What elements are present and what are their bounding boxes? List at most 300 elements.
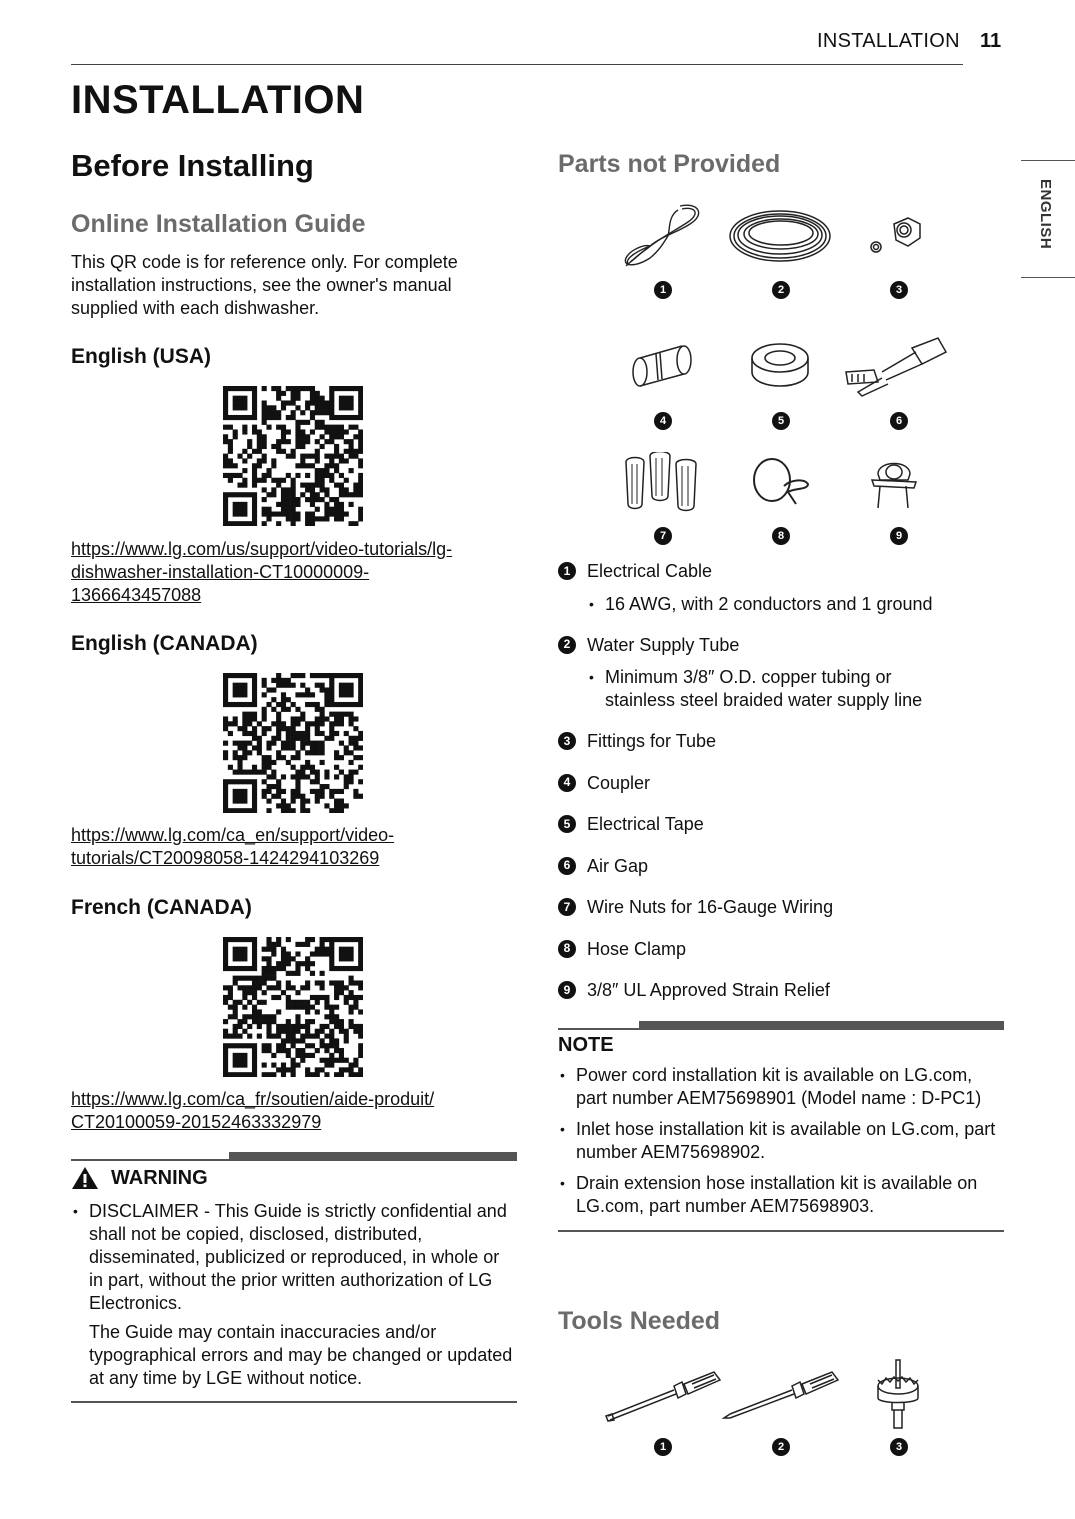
qr-module bbox=[271, 386, 276, 391]
qr-module bbox=[310, 750, 315, 755]
qr-module bbox=[242, 502, 247, 507]
qr-module bbox=[242, 405, 247, 410]
qr-module bbox=[324, 784, 329, 789]
qr-module bbox=[286, 971, 291, 976]
qr-module bbox=[329, 731, 334, 736]
qr-module bbox=[223, 386, 228, 391]
qr-module bbox=[252, 391, 257, 396]
qr-module bbox=[315, 995, 320, 1000]
qr-module bbox=[300, 799, 305, 804]
qr-module bbox=[300, 985, 305, 990]
qr-module bbox=[228, 1072, 233, 1077]
qr-module bbox=[315, 478, 320, 483]
qr-module bbox=[233, 396, 238, 401]
qr-module bbox=[349, 966, 354, 971]
part-badge-7: 7 bbox=[654, 527, 672, 545]
qr-module bbox=[305, 966, 310, 971]
qr-module bbox=[353, 386, 358, 391]
qr-module bbox=[358, 779, 363, 784]
qr-module bbox=[353, 454, 358, 459]
qr-module bbox=[262, 678, 267, 683]
part-name: Wire Nuts for 16-Gauge Wiring bbox=[587, 897, 834, 917]
qr-module bbox=[324, 1005, 329, 1010]
qr-module bbox=[310, 937, 315, 942]
qr-module bbox=[339, 434, 344, 439]
qr-module bbox=[233, 741, 238, 746]
qr-module bbox=[320, 937, 325, 942]
qr-module bbox=[305, 439, 310, 444]
qr-module bbox=[349, 1067, 354, 1072]
qr-module bbox=[233, 789, 238, 794]
qr-module bbox=[252, 712, 257, 717]
qr-module bbox=[320, 750, 325, 755]
qr-module bbox=[339, 516, 344, 521]
qr-module bbox=[266, 468, 271, 473]
qr-module bbox=[237, 1058, 242, 1063]
qr-module bbox=[228, 779, 233, 784]
qr-module bbox=[324, 473, 329, 478]
qr-module bbox=[262, 454, 267, 459]
qr-module bbox=[305, 463, 310, 468]
qr-module bbox=[262, 726, 267, 731]
qr-module bbox=[315, 1034, 320, 1039]
qr-module bbox=[242, 386, 247, 391]
qr-module bbox=[257, 458, 262, 463]
qr-module bbox=[291, 1043, 296, 1048]
qr-module bbox=[242, 731, 247, 736]
part-badge-8: 8 bbox=[772, 527, 790, 545]
qr-module bbox=[329, 947, 334, 952]
qr-module bbox=[257, 736, 262, 741]
qr-module bbox=[310, 702, 315, 707]
qr-module bbox=[349, 673, 354, 678]
qr-module bbox=[349, 980, 354, 985]
qr-module bbox=[310, 961, 315, 966]
qr-module bbox=[305, 736, 310, 741]
qr-module bbox=[281, 683, 286, 688]
qr-module bbox=[300, 429, 305, 434]
qr-module bbox=[329, 808, 334, 813]
qr-module bbox=[233, 1000, 238, 1005]
qr-module bbox=[358, 492, 363, 497]
qr-module bbox=[257, 1014, 262, 1019]
qr-module bbox=[276, 502, 281, 507]
qr-module bbox=[324, 410, 329, 415]
qr-module bbox=[291, 521, 296, 526]
qr-module bbox=[349, 449, 354, 454]
qr-module bbox=[276, 449, 281, 454]
qr-module bbox=[237, 1063, 242, 1068]
qr-module bbox=[286, 985, 291, 990]
qr-module bbox=[223, 808, 228, 813]
guide-link-english-usa[interactable] bbox=[71, 538, 521, 607]
qr-module bbox=[291, 789, 296, 794]
qr-module bbox=[291, 745, 296, 750]
qr-module bbox=[295, 966, 300, 971]
qr-module bbox=[247, 1034, 252, 1039]
qr-module bbox=[271, 770, 276, 775]
qr-module bbox=[315, 396, 320, 401]
qr-module bbox=[358, 396, 363, 401]
qr-module bbox=[237, 1019, 242, 1024]
qr-module bbox=[329, 937, 334, 942]
qr-module bbox=[252, 1058, 257, 1063]
qr-module bbox=[286, 1038, 291, 1043]
qr-module bbox=[242, 789, 247, 794]
qr-module bbox=[349, 683, 354, 688]
qr-module bbox=[353, 673, 358, 678]
qr-module bbox=[281, 1043, 286, 1048]
qr-module bbox=[242, 716, 247, 721]
qr-module bbox=[334, 429, 339, 434]
qr-module bbox=[242, 1043, 247, 1048]
qr-module bbox=[223, 947, 228, 952]
qr-module bbox=[242, 425, 247, 430]
qr-module bbox=[233, 473, 238, 478]
qr-module bbox=[344, 774, 349, 779]
qr-module bbox=[262, 966, 267, 971]
part-item bbox=[558, 634, 1008, 657]
part-name: Water Supply Tube bbox=[587, 634, 740, 655]
qr-module bbox=[228, 985, 233, 990]
qr-module bbox=[320, 487, 325, 492]
qr-module bbox=[329, 400, 334, 405]
qr-module bbox=[344, 1034, 349, 1039]
qr-module bbox=[281, 429, 286, 434]
qr-module bbox=[305, 1034, 310, 1039]
qr-module bbox=[349, 995, 354, 1000]
qr-module bbox=[223, 400, 228, 405]
qr-module bbox=[349, 415, 354, 420]
qr-module bbox=[349, 741, 354, 746]
qr-module bbox=[329, 1009, 334, 1014]
part-item bbox=[558, 979, 1008, 1002]
warning-header bbox=[71, 1165, 517, 1191]
part-badge-4: 4 bbox=[654, 412, 672, 430]
qr-module bbox=[237, 473, 242, 478]
qr-module bbox=[252, 502, 257, 507]
qr-module bbox=[242, 808, 247, 813]
qr-module bbox=[305, 808, 310, 813]
qr-module bbox=[358, 731, 363, 736]
qr-module bbox=[286, 454, 291, 459]
qr-module bbox=[320, 794, 325, 799]
qr-module bbox=[266, 971, 271, 976]
qr-module bbox=[266, 947, 271, 952]
coupler-icon bbox=[630, 340, 696, 390]
qr-module bbox=[295, 429, 300, 434]
qr-module bbox=[353, 966, 358, 971]
qr-module bbox=[300, 741, 305, 746]
qr-module bbox=[252, 692, 257, 697]
qr-module bbox=[242, 521, 247, 526]
qr-module bbox=[233, 692, 238, 697]
qr-module bbox=[252, 966, 257, 971]
qr-module bbox=[291, 1034, 296, 1039]
qr-module bbox=[276, 726, 281, 731]
qr-module bbox=[262, 458, 267, 463]
qr-module bbox=[281, 439, 286, 444]
qr-module bbox=[228, 990, 233, 995]
qr-module bbox=[300, 770, 305, 775]
qr-module bbox=[310, 463, 315, 468]
qr-module bbox=[334, 755, 339, 760]
tools-needed-heading: Tools Needed bbox=[558, 1307, 721, 1335]
qr-module bbox=[223, 789, 228, 794]
qr-module bbox=[228, 386, 233, 391]
qr-module bbox=[324, 692, 329, 697]
qr-module bbox=[237, 683, 242, 688]
qr-module bbox=[291, 1005, 296, 1010]
qr-module bbox=[305, 487, 310, 492]
qr-module bbox=[276, 750, 281, 755]
link-line: https://www.lg.com/ca_fr/soutien/aide-produit/ bbox=[71, 1089, 435, 1109]
qr-module bbox=[315, 473, 320, 478]
qr-module bbox=[286, 1048, 291, 1053]
qr-module bbox=[242, 745, 247, 750]
qr-module bbox=[344, 386, 349, 391]
qr-module bbox=[286, 741, 291, 746]
qr-module bbox=[353, 995, 358, 1000]
qr-module bbox=[291, 956, 296, 961]
part-number: 2 bbox=[558, 636, 576, 654]
qr-module bbox=[286, 1053, 291, 1058]
qr-module bbox=[242, 976, 247, 981]
qr-module bbox=[339, 1024, 344, 1029]
qr-module bbox=[228, 458, 233, 463]
qr-module bbox=[295, 692, 300, 697]
qr-module bbox=[281, 741, 286, 746]
qr-module bbox=[262, 415, 267, 420]
qr-module bbox=[276, 673, 281, 678]
qr-module bbox=[334, 803, 339, 808]
qr-module bbox=[223, 721, 228, 726]
qr-module bbox=[305, 1005, 310, 1010]
section-heading-before-installing: Before Installing bbox=[71, 148, 314, 183]
qr-module bbox=[257, 1024, 262, 1029]
qr-module bbox=[305, 1029, 310, 1034]
qr-module bbox=[252, 1043, 257, 1048]
qr-module bbox=[320, 687, 325, 692]
part-detail: • 16 AWG, with 2 conductors and 1 ground bbox=[587, 593, 1008, 616]
qr-module bbox=[315, 683, 320, 688]
qr-module bbox=[349, 502, 354, 507]
qr-module bbox=[252, 478, 257, 483]
qr-module bbox=[324, 463, 329, 468]
qr-module bbox=[300, 961, 305, 966]
qr-code-french-canada bbox=[223, 937, 363, 1077]
part-item bbox=[558, 896, 1008, 919]
qr-module bbox=[271, 1053, 276, 1058]
qr-module bbox=[324, 516, 329, 521]
qr-module bbox=[271, 444, 276, 449]
qr-module bbox=[233, 808, 238, 813]
qr-module bbox=[257, 463, 262, 468]
qr-module bbox=[281, 966, 286, 971]
qr-module bbox=[276, 985, 281, 990]
qr-module bbox=[320, 516, 325, 521]
qr-module bbox=[252, 449, 257, 454]
qr-module bbox=[233, 521, 238, 526]
qr-module bbox=[329, 980, 334, 985]
qr-module bbox=[324, 947, 329, 952]
qr-module bbox=[349, 454, 354, 459]
qr-module bbox=[305, 937, 310, 942]
qr-module bbox=[262, 1000, 267, 1005]
qr-module bbox=[344, 673, 349, 678]
qr-module bbox=[257, 745, 262, 750]
qr-module bbox=[281, 512, 286, 517]
qr-module bbox=[334, 712, 339, 717]
qr-module bbox=[358, 1029, 363, 1034]
qr-module bbox=[344, 429, 349, 434]
qr-module bbox=[344, 779, 349, 784]
qr-module bbox=[242, 937, 247, 942]
qr-module bbox=[324, 1063, 329, 1068]
qr-module bbox=[233, 980, 238, 985]
note-item: • Power cord installation kit is available on LG.com, part number AEM75698901 (Model name : D-PC1) bbox=[558, 1064, 996, 1110]
qr-module bbox=[271, 760, 276, 765]
qr-module bbox=[349, 396, 354, 401]
qr-module bbox=[266, 512, 271, 517]
qr-module bbox=[286, 731, 291, 736]
qr-module bbox=[329, 1034, 334, 1039]
qr-module bbox=[266, 1014, 271, 1019]
qr-module bbox=[349, 692, 354, 697]
qr-module bbox=[320, 683, 325, 688]
qr-module bbox=[262, 683, 267, 688]
qr-module bbox=[358, 473, 363, 478]
qr-module bbox=[228, 439, 233, 444]
qr-module bbox=[266, 1029, 271, 1034]
qr-module bbox=[339, 803, 344, 808]
qr-module bbox=[223, 425, 228, 430]
qr-module bbox=[262, 731, 267, 736]
qr-module bbox=[286, 497, 291, 502]
qr-module bbox=[237, 502, 242, 507]
qr-module bbox=[349, 1009, 354, 1014]
link-line: tutorials/CT20098058-1424294103269 bbox=[71, 848, 380, 868]
qr-module bbox=[237, 799, 242, 804]
qr-module bbox=[358, 697, 363, 702]
qr-module bbox=[349, 937, 354, 942]
qr-module bbox=[329, 726, 334, 731]
qr-module bbox=[276, 721, 281, 726]
qr-module bbox=[324, 995, 329, 1000]
link-line: https://www.lg.com/us/support/video-tutorials/lg- bbox=[71, 539, 453, 559]
qr-module bbox=[233, 1034, 238, 1039]
qr-module bbox=[247, 1014, 252, 1019]
qr-module bbox=[310, 400, 315, 405]
qr-module bbox=[271, 774, 276, 779]
qr-module bbox=[300, 454, 305, 459]
qr-module bbox=[223, 1058, 228, 1063]
qr-module bbox=[262, 779, 267, 784]
qr-module bbox=[358, 1072, 363, 1077]
qr-module bbox=[295, 794, 300, 799]
qr-module bbox=[262, 789, 267, 794]
qr-module bbox=[324, 774, 329, 779]
qr-module bbox=[320, 473, 325, 478]
qr-module bbox=[315, 1072, 320, 1077]
qr-module bbox=[291, 985, 296, 990]
qr-module bbox=[233, 770, 238, 775]
qr-module bbox=[266, 1043, 271, 1048]
qr-module bbox=[223, 1067, 228, 1072]
qr-module bbox=[305, 985, 310, 990]
qr-module bbox=[291, 716, 296, 721]
qr-module bbox=[228, 966, 233, 971]
qr-module bbox=[281, 707, 286, 712]
qr-module bbox=[358, 692, 363, 697]
qr-module bbox=[310, 1019, 315, 1024]
qr-module bbox=[300, 716, 305, 721]
qr-module bbox=[334, 463, 339, 468]
qr-module bbox=[344, 947, 349, 952]
qr-module bbox=[324, 697, 329, 702]
qr-module bbox=[339, 400, 344, 405]
qr-module bbox=[329, 1014, 334, 1019]
qr-module bbox=[266, 799, 271, 804]
qr-module bbox=[228, 721, 233, 726]
qr-module bbox=[310, 487, 315, 492]
guide-link-french-canada[interactable] bbox=[71, 1088, 521, 1134]
qr-module bbox=[300, 731, 305, 736]
qr-module bbox=[242, 429, 247, 434]
qr-module bbox=[329, 697, 334, 702]
qr-module bbox=[223, 942, 228, 947]
qr-module bbox=[358, 391, 363, 396]
qr-module bbox=[300, 1058, 305, 1063]
qr-module bbox=[223, 687, 228, 692]
qr-module bbox=[252, 765, 257, 770]
qr-module bbox=[315, 483, 320, 488]
qr-module bbox=[291, 971, 296, 976]
qr-module bbox=[339, 454, 344, 459]
qr-module bbox=[344, 478, 349, 483]
qr-module bbox=[300, 774, 305, 779]
qr-module bbox=[320, 444, 325, 449]
qr-module bbox=[315, 726, 320, 731]
qr-module bbox=[295, 770, 300, 775]
qr-module bbox=[247, 386, 252, 391]
guide-link-english-canada[interactable] bbox=[71, 824, 521, 870]
page-title: INSTALLATION bbox=[71, 78, 365, 122]
qr-module bbox=[266, 765, 271, 770]
qr-module bbox=[358, 405, 363, 410]
qr-module bbox=[281, 956, 286, 961]
qr-module bbox=[281, 502, 286, 507]
qr-module bbox=[353, 741, 358, 746]
qr-module bbox=[242, 673, 247, 678]
qr-module bbox=[247, 808, 252, 813]
qr-module bbox=[223, 454, 228, 459]
qr-module bbox=[276, 1009, 281, 1014]
qr-module bbox=[286, 745, 291, 750]
qr-module bbox=[310, 951, 315, 956]
qr-module bbox=[353, 789, 358, 794]
qr-module bbox=[223, 1072, 228, 1077]
qr-module bbox=[300, 736, 305, 741]
qr-module bbox=[286, 502, 291, 507]
note-item: • Drain extension hose installation kit is available on LG.com, part number AEM75698903. bbox=[558, 1172, 1004, 1218]
qr-module bbox=[295, 473, 300, 478]
qr-module bbox=[286, 415, 291, 420]
qr-module bbox=[247, 779, 252, 784]
qr-module bbox=[329, 454, 334, 459]
qr-module bbox=[223, 1019, 228, 1024]
qr-module bbox=[276, 702, 281, 707]
